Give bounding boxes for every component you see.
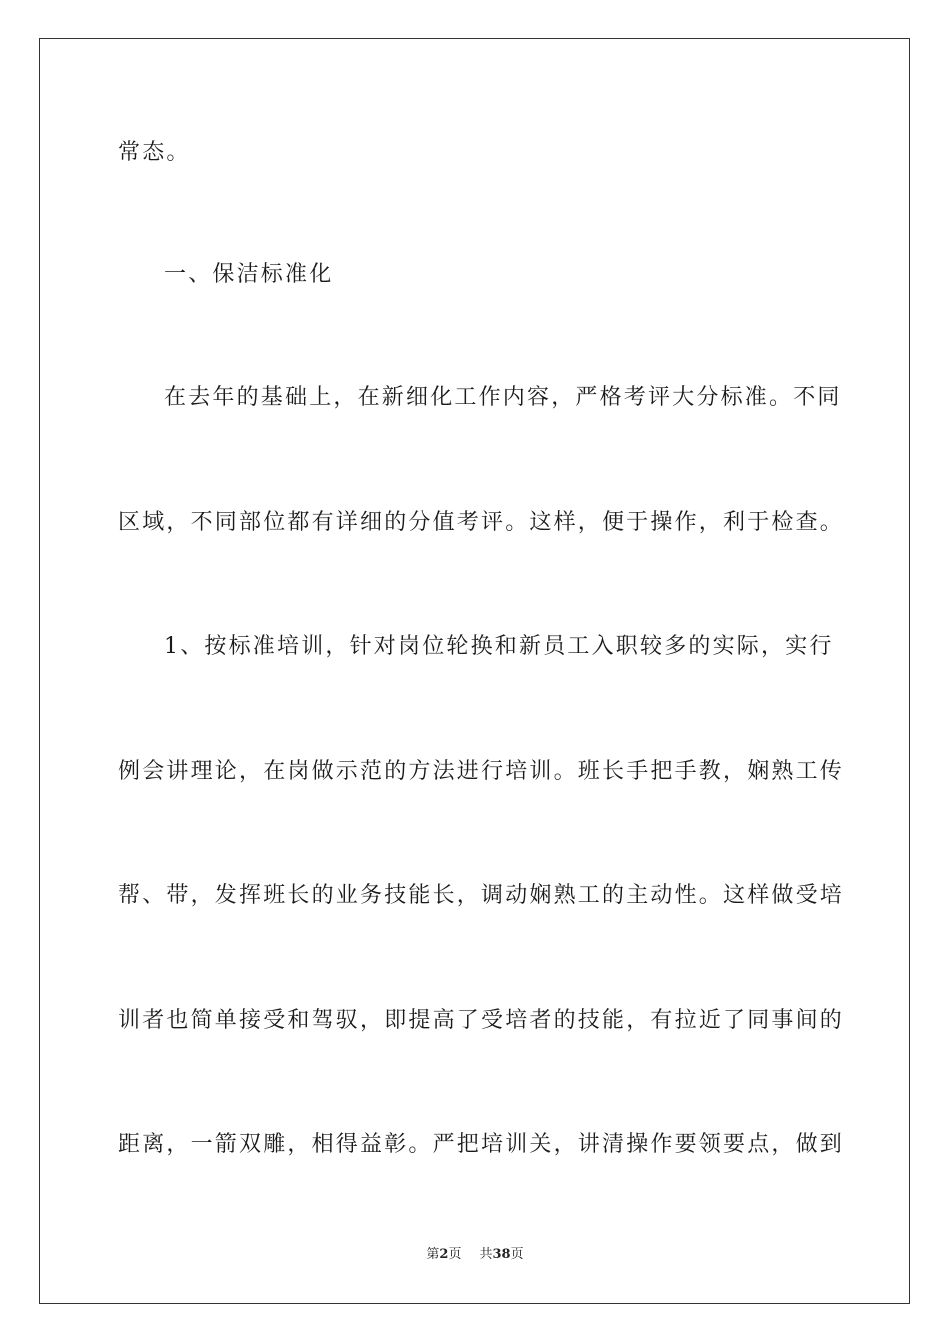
body-line-4: 区域，不同部位都有详细的分值考评。这样，便于操作，利于检查。 [118,510,845,535]
page-footer [0,1246,950,1264]
body-line-3: 在去年的基础上，在新细化工作内容，严格考评大分标准。不同 [164,385,842,410]
total-prefix: 共 [479,1247,493,1262]
body-line-9: 距离，一箭双雕，相得益彰。严把培训关，讲清操作要领要点，做到 [118,1132,845,1157]
total-pages: 38 [492,1247,511,1262]
body-line-8: 训者也简单接受和驾驭，即提高了受培者的技能，有拉近了同事间的 [118,1008,845,1033]
page-border [39,38,910,1304]
body-line-6: 例会讲理论，在岗做示范的方法进行培训。班长手把手教，娴熟工传 [118,759,845,784]
page-suffix: 页 [448,1247,462,1262]
page-prefix: 第 [426,1247,440,1262]
body-line-5: 1、按标准培训，针对岗位轮换和新员工入职较多的实际，实行 [164,634,834,659]
section-heading: 一、保洁标准化 [164,262,334,287]
body-line-7: 帮、带，发挥班长的业务技能长，调动娴熟工的主动性。这样做受培 [118,883,845,908]
page-number: 2 [439,1247,449,1262]
total-suffix: 页 [510,1247,524,1262]
body-line-1: 常态。 [118,140,191,165]
